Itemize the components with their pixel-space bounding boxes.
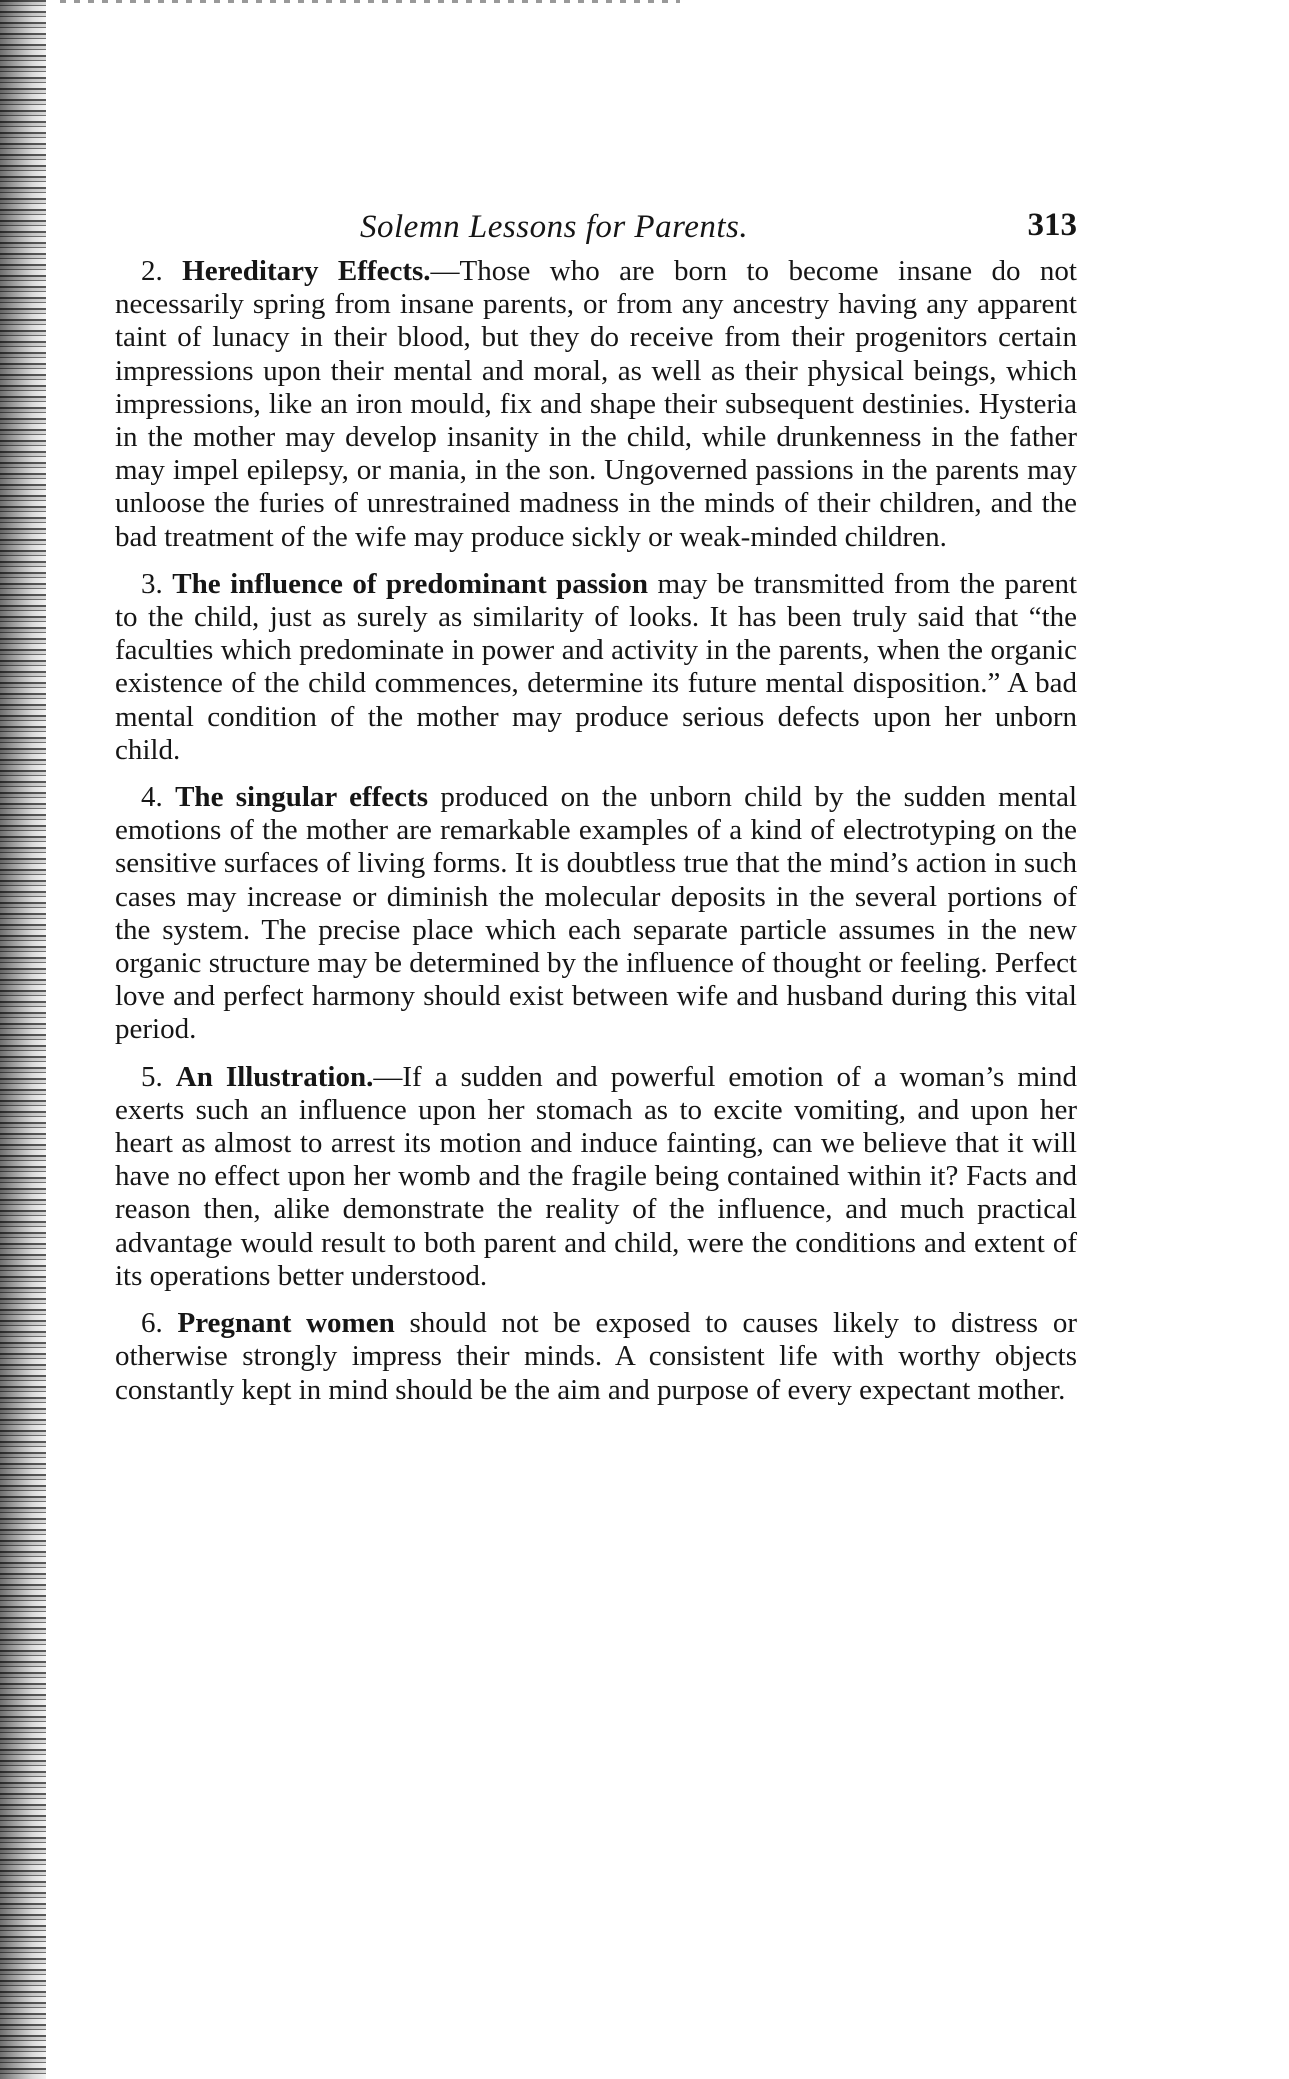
paragraph-lead: Pregnant women	[177, 1307, 395, 1340]
paragraph-lead: Hereditary Effects.	[182, 255, 431, 287]
running-head	[115, 205, 1077, 255]
paragraph-lead: An Illustration.	[175, 1060, 374, 1093]
paragraph-lead: The singular effects	[175, 781, 428, 814]
paragraph-predominant-passion	[115, 568, 1077, 767]
paragraph-number: 3.	[141, 567, 163, 600]
running-head-title: Solemn Lessons for Parents.	[360, 209, 749, 245]
paragraph-text: may be transmitted from the parent to the child, just as surely as similarity of looks. It has been truly said that “the faculties which predominate in power and activity in the parents, when the organic existence of the child commences, determine its future mental disposition.” A bad mental condition of the mother may produce serious defects upon her unborn child.	[115, 567, 1078, 766]
top-edge-mark	[60, 0, 680, 3]
paragraph-text: produced on the unborn child by the sudden mental emotions of the mother are remarkable examples of a kind of electrotyping on the sensitive surfaces of living forms. It is doubtless true that the mind’s action in such cases may increase or diminish the molecular deposits in the several portions of the system. The precise place which each separate particle assumes in the new organic structure may be determined by the influence of thought or feeling. Perfect love and perfect harmony should exist between wife and husband during this vital period.	[115, 781, 1077, 1046]
page-number: 313	[1027, 207, 1077, 243]
paragraph-number: 4.	[141, 781, 163, 814]
paragraph-pregnant-women	[115, 1307, 1077, 1407]
paragraph-number: 2.	[141, 255, 163, 287]
paragraph-lead: The influence of predominant passion	[172, 567, 648, 600]
scanned-page-edge	[0, 0, 46, 2079]
paragraph-text: —Those who are born to become insane do not necessarily spring from insane parents, or from any ancestry having any apparent taint of lunacy in their blood, but they do receive from their progenitors certain impressions upon their mental and moral, as well as their physical beings, which impressions, like an iron mould, fix and shape their subsequent destinies. Hysteria in the mother may develop insanity in the child, while drunkenness in the father may impel epilepsy, or mania, in the son. Ungoverned passions in the parents may unloose the furies of unrestrained madness in the minds of their children, and the bad treatment of the wife may produce sickly or weak-minded children.	[115, 255, 1077, 553]
paragraph-number: 6.	[141, 1307, 163, 1340]
paragraph-singular-effects	[115, 781, 1077, 1047]
paragraph-text: should not be exposed to causes likely to distress or otherwise strongly impress their minds. A consistent life with worthy objects constantly kept in mind should be the aim and purpose of every expectant mother.	[115, 1307, 1077, 1406]
paragraph-text: —If a sudden and powerful emotion of a woman’s mind exerts such an influence upon her stomach as to excite vomiting, and upon her heart as almost to arrest its motion and induce fainting, can we believe that it will have no effect upon her womb and the fragile being contained within it? Facts and reason then, alike demonstrate the reality of the influence, and much practical advantage would result to both parent and child, were the conditions and extent of its operations better understood.	[115, 1060, 1077, 1292]
paragraph-hereditary-effects	[115, 255, 1077, 554]
paragraph-number: 5.	[141, 1060, 163, 1093]
paragraph-illustration	[115, 1061, 1077, 1293]
page-body	[115, 205, 1077, 1421]
